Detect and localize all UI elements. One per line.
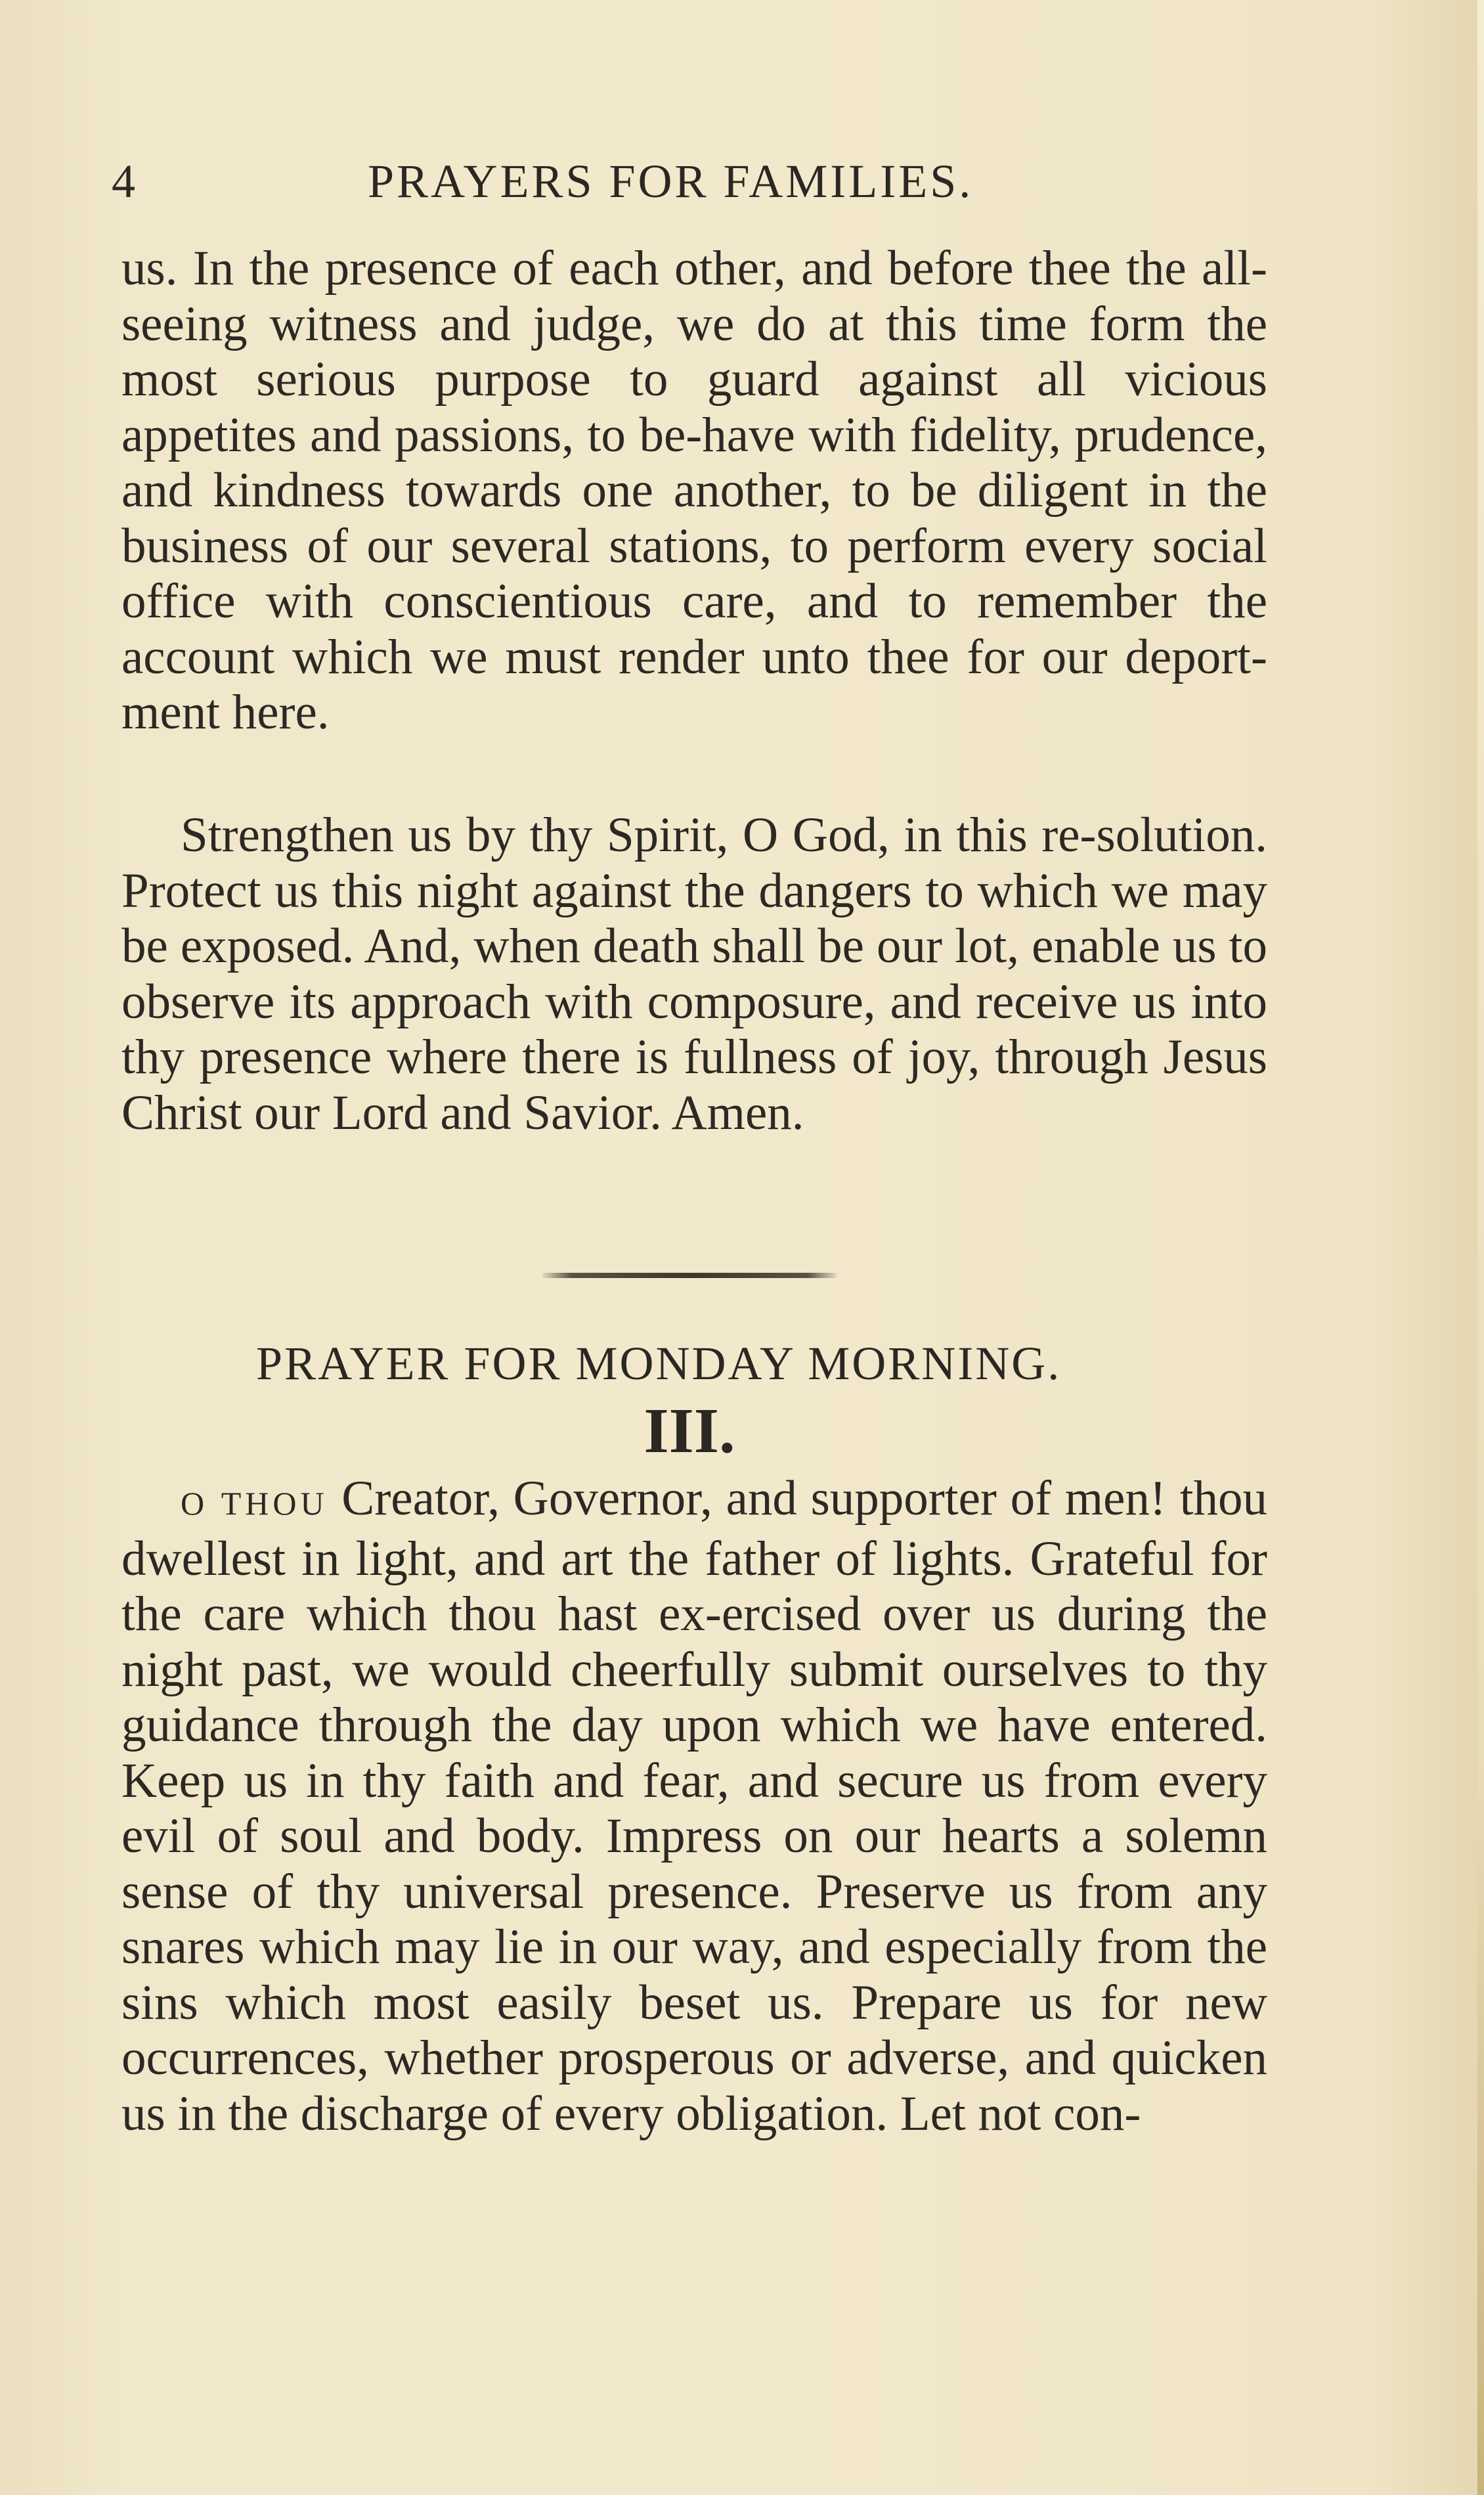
section-divider-rule [542, 1273, 837, 1278]
page-header [112, 154, 1267, 233]
page-edge [1477, 0, 1484, 2495]
section-number: III. [644, 1396, 735, 1467]
section-title: PRAYER FOR MONDAY MORNING. [256, 1337, 1062, 1390]
section-paragraph-text: Creator, Governor, and supporter of men! thou dwellest in light, and art the father of lights. Grateful for the care which thou hast ex-ercised over us during the night past, we would cheerfully submit ourselves to thy guidance through the day upon which we have entered. Keep us in thy faith and fear, and secure us from every evil of soul and body. Impress on our hearts a solemn sense of thy universal presence. Preserve us from any snares which may lie in our way, and especially from the sins which most easily beset us. Prepare us for new occurrences, whether prosperous or adverse, and quicken us in the discharge of every obligation. Let not con- [121, 1471, 1267, 2141]
opening-words: O THOU [181, 1485, 328, 1522]
section-paragraph-1 [121, 1471, 1267, 2142]
page-number: 4 [112, 155, 137, 208]
body-paragraph-2: Strengthen us by thy Spirit, O God, in this re-solution. Protect us this night against the dangers to which we may be exposed. And, when death shall be our lot, enable us to observe its approach with composure, and receive us into thy presence where there is fullness of joy, through Jesus Christ our Lord and Savior. Amen. [121, 808, 1267, 1140]
running-head: PRAYERS FOR FAMILIES. [368, 155, 974, 208]
body-paragraph-1: us. In the presence of each other, and before thee the all-seeing witness and judge, we do at this time form the most serious purpose to guard against all vicious appetites and passions, to be-have with fidelity, prudence, and kindness towards one another, to be diligent in the business of our several stations, to perform every social office with conscientious care, and to remember the account which we must render unto thee for our deport-ment here. [121, 241, 1267, 740]
